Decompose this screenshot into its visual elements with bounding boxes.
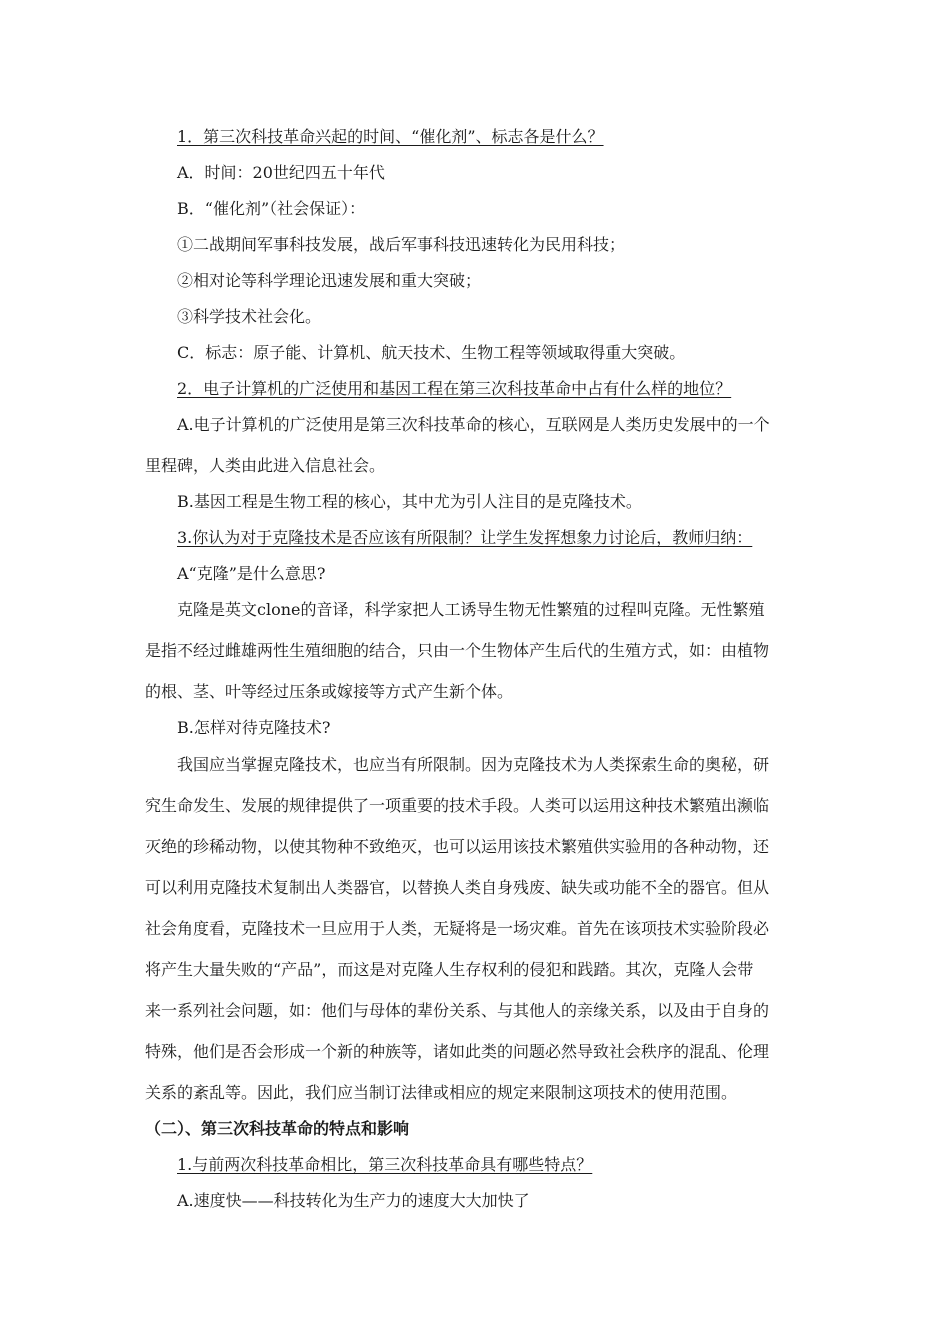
question-1-point-3: ③科学技术社会化。: [177, 307, 322, 326]
section-2-question-1-title: 1.与前两次科技革命相比，第三次科技革命具有哪些特点？: [177, 1155, 593, 1174]
question-3-a-paragraph-line-1: 克隆是英文clone的音译，科学家把人工诱导生物无性繁殖的过程叫克隆。无性繁殖: [177, 600, 765, 619]
question-3-b-paragraph-line-8: 特殊，他们是否会形成一个新的种族等，诸如此类的问题必然导致社会秩序的混乱、伦理: [145, 1042, 770, 1061]
question-3-a-paragraph-line-2: 是指不经过雌雄两性生殖细胞的结合，只由一个生物体产生后代的生殖方式，如：由植物: [145, 641, 770, 660]
question-1-answer-b: B．“催化剂”（社会保证）：: [177, 199, 366, 218]
section-2-heading: （二）、第三次科技革命的特点和影响: [145, 1119, 410, 1138]
question-3-b-paragraph-line-7: 来一系列社会问题，如：他们与母体的辈份关系、与其他人的亲缘关系，以及由于自身的: [145, 1001, 770, 1020]
section-2-question-1-answer-a: A.速度快——科技转化为生产力的速度大大加快了: [177, 1191, 530, 1210]
question-3-b-paragraph-line-3: 灭绝的珍稀动物，以使其物种不致绝灭，也可以运用该技术繁殖供实验用的各种动物，还: [145, 837, 770, 856]
question-2-answer-b: B.基因工程是生物工程的核心，其中尤为引人注目的是克隆技术。: [177, 492, 642, 511]
question-3-a-paragraph-line-3: 的根、茎、叶等经过压条或嫁接等方式产生新个体。: [145, 682, 514, 701]
question-3-b-paragraph-line-4: 可以利用克隆技术复制出人类器官，以替换人类自身残废、缺失或功能不全的器官。但从: [145, 878, 770, 897]
question-1-answer-a: A．时间：20世纪四五十年代: [177, 163, 385, 182]
question-1-point-2: ②相对论等科学理论迅速发展和重大突破；: [177, 271, 482, 290]
question-3-b-paragraph-line-2: 究生命发生、发展的规律提供了一项重要的技术手段。人类可以运用这种技术繁殖出濒临: [145, 796, 770, 815]
question-3-subquestion-b: B.怎样对待克隆技术?: [177, 718, 331, 737]
question-3-b-paragraph-line-6: 将产生大量失败的“产品”，而这是对克隆人生存权利的侵犯和践踏。其次，克隆人会带: [145, 960, 754, 979]
question-3-b-paragraph-line-5: 社会角度看，克隆技术一旦应用于人类，无疑将是一场灾难。首先在该项技术实验阶段必: [145, 919, 770, 938]
question-2-answer-a-line-2: 里程碑，人类由此进入信息社会。: [145, 456, 386, 475]
question-2-answer-a-line-1: A.电子计算机的广泛使用是第三次科技革命的核心，互联网是人类历史发展中的一个: [177, 415, 770, 434]
question-3-b-paragraph-line-1: 我国应当掌握克隆技术，也应当有所限制。因为克隆技术为人类探索生命的奥秘，研: [177, 755, 770, 774]
question-1-title: 1．第三次科技革命兴起的时间、“催化剂”、标志各是什么？: [177, 127, 604, 146]
question-2-title: 2．电子计算机的广泛使用和基因工程在第三次科技革命中占有什么样的地位？: [177, 379, 732, 398]
question-1-point-1: ①二战期间军事科技发展，战后军事科技迅速转化为民用科技；: [177, 235, 626, 254]
question-3-title: 3.你认为对于克隆技术是否应该有所限制？让学生发挥想象力讨论后，教师归纳：: [177, 528, 753, 547]
question-3-b-paragraph-line-9: 关系的紊乱等。因此，我们应当制订法律或相应的规定来限制这项技术的使用范围。: [145, 1083, 738, 1102]
question-1-answer-c: C．标志：原子能、计算机、航天技术、生物工程等领域取得重大突破。: [177, 343, 686, 362]
question-3-subquestion-a: A“克隆”是什么意思?: [177, 564, 326, 583]
